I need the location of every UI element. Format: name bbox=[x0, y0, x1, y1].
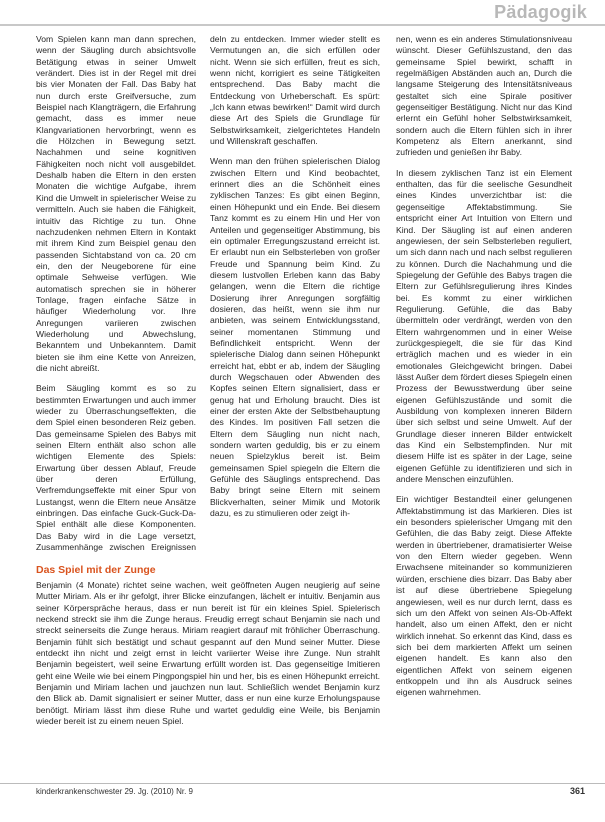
header-rule bbox=[0, 24, 605, 26]
box-title: Das Spiel mit der Zunge bbox=[36, 564, 156, 576]
section-title: Pädagogik bbox=[494, 2, 587, 22]
paragraph: nen, wenn es ein anderes Stimulationsniveau wünscht. Dieser Gefühlszustand, den das gemeinsame Spiel bewirkt, schafft in regelmäßigen Abständen auch an, Durch die langsame Steigerung des Intensitätsniveaus gestaltet sich eine Spirale positiver gegenseitiger Bestätigung. Nicht nur das Kind erlernt ein Gefühl hoher Selbstwirksamkeit, sondern auch die Eltern fühlen sich in ihrer Kompetenz als Eltern anerkannt, sind zufrieden und genießen ihr Baby. bbox=[396, 34, 572, 158]
box-body: Benjamin (4 Monate) richtet seine wachen, weit geöffneten Augen neugierig auf seine Mutter Miriam. Als er ihr gefolgt, ihrer Blicke einzufangen, lächelt er intuitiv. Benjamin aus seiner Körperspräche heraus, dass er nun bereit ist für ein kleines Spiel. Spielerisch neckend streckt sie ihm die Zunge heraus. Freudig erregt schaut Benjamin sie nach und streckt seinerseits die Zunge heraus. Miriam reagiert darauf mit fröhlicher Überraschung. Benjamin fühlt sich bestätigt und schaut gespannt auf den Mund seiner Mutter. Diese entdeckt ihn nicht und zeigt ernst in leicht variierter Weise ihre Zunge. Nun strahlt Benjamin begeistert, weil seine Erwartung erfüllt worden ist. Das gegenseitige Imitieren geht eine Weile wie bei einem Pingpongspiel hin und her, bis es einen Höhepunkt erreicht. Benjamin und Miriam lachen und jauchzen nun laut. Schließlich wendet Benjamin kurz den Blick ab. Damit signalisiert er seiner Mutter, dass er nun eine kurze Erholungspause benötigt. Miriam lässt ihm diese Ruhe und wartet geduldig eine Weile, bis Benjamin wieder bereit ist zu einem neuen Spiel. bbox=[36, 580, 380, 727]
publication-footer: kinderkrankenschwester 29. Jg. (2010) Nr. 9 bbox=[36, 787, 193, 796]
text-column-3 bbox=[396, 34, 572, 804]
text-column-2 bbox=[210, 34, 380, 554]
paragraph: Ein wichtiger Bestandteil einer gelungenen Affektabstimmung ist das Markieren. Dies ist ein besonders spielerischer Umgang mit den Gefühlen, die das Baby zeigt. Diese Affekte werden in übertriebener, dramatisierter Weise von den Eltern wieder gegeben. Wenn Erwachsene miteinander so kommunizieren würden, erschiene dies bizarr. Das Baby aber ist auf diese übertriebene Spiegelung angewiesen, weil es nur durch lernt, dass es sich um den Affekt von seinen Als-Ob-Affekt handelt, also um einen Affekt, den er nicht wirklich innehat. So erkennt das Kind, dass es sich bei dem markierten Affekt um seinen eigenen handelt. Es kann also den eigentlichen Affekt von seinem eigenen entkoppeln und ihn als Ausdruck seines eigenen wahrnehmen. bbox=[396, 494, 572, 698]
page-number: 361 bbox=[569, 786, 585, 796]
example-box bbox=[30, 562, 386, 762]
footer-rule bbox=[0, 783, 605, 784]
paragraph: In diesem zyklischen Tanz ist ein Element enthalten, das für die seelische Gesundheit eines Kindes unverzichtbar ist: die gegenseitige Affektabstimmung. Sie entspricht einer Art Intuition von Eltern und Kind. Der Säugling ist auf einen anderen angewiesen, der sein Selbsterleben reguliert, um sich dann nach und nach selbst regulieren zu können. Durch die Nachahmung und die Spiegelung der Gefühle des Babys tragen die Eltern zur Gefühlsregulierung ihres Kindes bei. Es kommt zu einer wirklichen Regulierung. Gefühle, die das Baby übermitteln oder verdrängt, werden von den Eltern wahrgenommen und in einer Weise zurückgespiegelt, die sie für das Kind erträglich machen und es wieder in ein emotionales Gleichgewicht bringen. Dabei lässt Außer dem fördert dieses Spiegeln einen Prozess der Bewusstwerdung über seine eigenen Gefühlszustände und somit die Ausbildung von komplexen inneren Bildern über sich selbst und seine Umwelt. Auf der Grundlage dieser inneren Bilder entwickelt das Kind ein Selbstempfinden. Nur mit diesem Hilfe ist es später in der Lage, seine eigenen Gefühle zu identifizieren und sich in andere Menschen einzufühlen. bbox=[396, 167, 572, 485]
paragraph: Wenn man den frühen spielerischen Dialog zwischen Eltern und Kind beobachtet, erinnert dies an die Schönheit eines zyklischen Tanzes: Es gibt einen Beginn, einen Höhepunkt und ein Ende. Bei diesem Tanz kommt es zu einem Hin und Her von Anteilen und gegenseitiger Abstimmung, bis ein optimaler Erregungszustand erreicht ist. Er erlaubt nun ein Selbsterleben von großer Freude und Spannung beim Kind. Zu diesem lustvollen Erleben kann das Baby gelangen, wenn die Eltern die richtige Dosierung ihrer Anregungen sorgfältig dosieren, das heißt, wenn sie ihm nur anbieten, was seinem Entwicklungsstand, seiner momentanen Stimmung und Befindlichkeit entspricht. Wenn der spielerische Dialog dann seinen Höhepunkt erreicht hat, ebbt er ab, indem der Säugling durch Wegschauen oder Abwenden des Kopfes seinen Eltern signalisiert, dass er genug hat und Erholung braucht. Dies ist einer der ersten Akte der Selbstbehauptung des Kindes. Im positiven Fall setzen die Eltern dem Säugling nun nicht nach, sondern warten geduldig, bis er zu einem neuen Spielzyklus bereit ist. Beim gemeinsamen Spiel spiegeln die Eltern die Gefühle des Säuglings entsprechend. Das Baby bringt seine Eltern mit seinem Blickverhalten, seiner Mimik und Motorik dazu, es zu stimulieren oder zeigt ih- bbox=[210, 156, 380, 519]
paragraph: Vom Spielen kann man dann sprechen, wenn der Säugling durch absichtsvolle Betätigung etwas in seiner Umwelt verändert. Dies ist in der Regel mit drei bis vier Monaten der Fall. Das Baby hat nun durch erste Greifversuche, zum Beispiel nach Klangträgern, die Erfahrung gemacht, dass es immer neue Klangvariationen hervorbringt, wenn es die Hölzchen in Bewegung setzt. Nachahmen und seine kognitiven Fähigkeiten noch nicht voll ausgebildet. Deshalb haben die Eltern in den ersten Monaten die wichtige Aufgabe, ihrem Kind die Umwelt in spielerischer Weise zu vermitteln. Auch sie haben die Fähigkeit, intuitiv das Richtige zu tun. Ohne nachzudenken nehmen Eltern in Kontakt mit ihrem Kind zum Beispiel genau den passenden Sichtabstand von ca. 20 cm ein, den der Neugeborene für eine optimale Sehweise verfügen. Wie automatisch sprechen sie in höherer Tonlage, fragen einfache Sätze in häufiger Wiederholung vor. Ihre Anregungen variieren zwischen Wiederholung und Abwechslung, Bekanntem und Unbekanntem. Damit bieten sie ihm eine Kette von Anreizen, die nicht abreißt. bbox=[36, 34, 196, 373]
text-column-1 bbox=[36, 34, 196, 554]
paragraph: deln zu entdecken. Immer wieder stellt es Vermutungen an, die sich erfüllen oder nicht. Wenn sie sich erfüllen, freut es sich, wenn nicht, korrigiert es seine Tätigkeiten entsprechend. Das Baby macht die Entdeckung von Urheberschaft. Es spürt: „Ich kann etwas bewirken!“ Damit wird durch diese Art des Spiels die Grundlage für Selbstwirksamkeit, zielgerichtetes Handeln und Willenskraft geschaffen. bbox=[210, 34, 380, 147]
paragraph: Beim Säugling kommt es so zu bestimmten Erwartungen und auch immer wieder zu Überraschungseffekten, die dem Spiel einen besonderen Reiz geben. Das gemeinsame Spielen des Babys mit seinen Eltern enthält also schon alle wichtigen Elemente des Spiels: Erwartung über dessen Ablauf, Freude über deren Erfüllung, Verfremdungseffekte mit einer Spur von Lustangst, wenn die Eltern neue Ansätze einbringen. Das einfache Guck-Guck-Da-Spiel enthält alle diese Komponenten. Das Baby wird in die Lage versetzt, Zusammenhänge zwischen Ereignissen bbox=[36, 383, 196, 553]
